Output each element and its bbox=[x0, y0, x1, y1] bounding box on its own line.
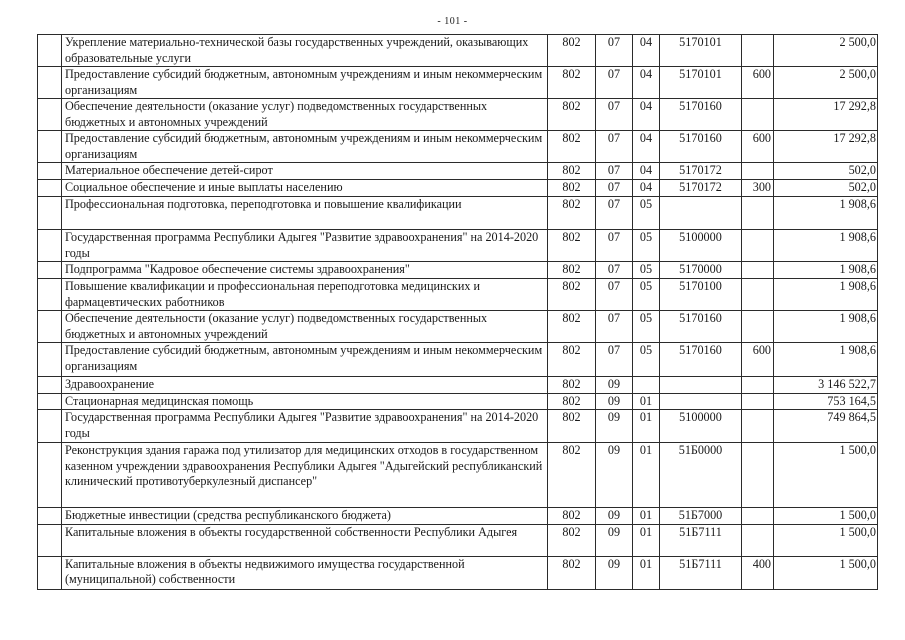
empty-lead-cell bbox=[38, 410, 62, 443]
pr-cell: 01 bbox=[633, 410, 660, 443]
empty-lead-cell bbox=[38, 230, 62, 262]
vr-cell: 300 bbox=[742, 180, 774, 197]
rz-cell: 07 bbox=[596, 67, 633, 99]
empty-lead-cell bbox=[38, 279, 62, 311]
amount-cell: 2 500,0 bbox=[774, 67, 878, 99]
amount-cell: 1 908,6 bbox=[774, 311, 878, 343]
rz-cell: 07 bbox=[596, 197, 633, 230]
csr-cell bbox=[660, 377, 742, 394]
item-name-cell: Государственная программа Республики Адыгея "Развитие здравоохранения" на 2014-2020 годы bbox=[62, 230, 548, 262]
table-row bbox=[38, 377, 878, 394]
rz-cell: 09 bbox=[596, 377, 633, 394]
pr-cell: 01 bbox=[633, 443, 660, 508]
empty-lead-cell bbox=[38, 180, 62, 197]
empty-lead-cell bbox=[38, 67, 62, 99]
table-row bbox=[38, 556, 878, 589]
rz-cell: 09 bbox=[596, 524, 633, 556]
amount-cell: 749 864,5 bbox=[774, 410, 878, 443]
budget-table bbox=[37, 34, 878, 590]
rz-cell: 07 bbox=[596, 180, 633, 197]
ved-cell: 802 bbox=[548, 524, 596, 556]
amount-cell: 1 500,0 bbox=[774, 524, 878, 556]
amount-cell: 1 500,0 bbox=[774, 443, 878, 508]
pr-cell: 01 bbox=[633, 556, 660, 589]
pr-cell: 05 bbox=[633, 197, 660, 230]
amount-cell: 2 500,0 bbox=[774, 35, 878, 67]
item-name-cell: Профессиональная подготовка, переподготовка и повышение квалификации bbox=[62, 197, 548, 230]
ved-cell: 802 bbox=[548, 180, 596, 197]
item-name-cell: Государственная программа Республики Адыгея "Развитие здравоохранения" на 2014-2020 годы bbox=[62, 410, 548, 443]
vr-cell bbox=[742, 311, 774, 343]
pr-cell: 05 bbox=[633, 230, 660, 262]
rz-cell: 07 bbox=[596, 262, 633, 279]
csr-cell: 5170172 bbox=[660, 163, 742, 180]
rz-cell: 07 bbox=[596, 35, 633, 67]
empty-lead-cell bbox=[38, 343, 62, 377]
ved-cell: 802 bbox=[548, 197, 596, 230]
vr-cell bbox=[742, 524, 774, 556]
rz-cell: 09 bbox=[596, 508, 633, 525]
pr-cell: 05 bbox=[633, 311, 660, 343]
ved-cell: 802 bbox=[548, 343, 596, 377]
vr-cell bbox=[742, 443, 774, 508]
amount-cell: 1 908,6 bbox=[774, 343, 878, 377]
table-row bbox=[38, 163, 878, 180]
table-row bbox=[38, 180, 878, 197]
csr-cell: 5100000 bbox=[660, 410, 742, 443]
item-name-cell: Повышение квалификации и профессиональная переподготовка медицинских и фармацевтических работников bbox=[62, 279, 548, 311]
empty-lead-cell bbox=[38, 262, 62, 279]
ved-cell: 802 bbox=[548, 443, 596, 508]
rz-cell: 07 bbox=[596, 230, 633, 262]
csr-cell: 51Б7000 bbox=[660, 508, 742, 525]
csr-cell: 5170000 bbox=[660, 262, 742, 279]
item-name-cell: Подпрограмма "Кадровое обеспечение системы здравоохранения" bbox=[62, 262, 548, 279]
ved-cell: 802 bbox=[548, 311, 596, 343]
amount-cell: 753 164,5 bbox=[774, 393, 878, 410]
rz-cell: 07 bbox=[596, 163, 633, 180]
vr-cell bbox=[742, 99, 774, 131]
rz-cell: 09 bbox=[596, 410, 633, 443]
ved-cell: 802 bbox=[548, 377, 596, 394]
vr-cell bbox=[742, 262, 774, 279]
empty-lead-cell bbox=[38, 556, 62, 589]
amount-cell: 502,0 bbox=[774, 163, 878, 180]
pr-cell: 04 bbox=[633, 180, 660, 197]
ved-cell: 802 bbox=[548, 67, 596, 99]
pr-cell: 04 bbox=[633, 99, 660, 131]
amount-cell: 17 292,8 bbox=[774, 99, 878, 131]
table-row bbox=[38, 279, 878, 311]
vr-cell bbox=[742, 197, 774, 230]
table-row bbox=[38, 67, 878, 99]
ved-cell: 802 bbox=[548, 262, 596, 279]
rz-cell: 07 bbox=[596, 343, 633, 377]
ved-cell: 802 bbox=[548, 393, 596, 410]
ved-cell: 802 bbox=[548, 230, 596, 262]
item-name-cell: Капитальные вложения в объекты государственной собственности Республики Адыгея bbox=[62, 524, 548, 556]
amount-cell: 3 146 522,7 bbox=[774, 377, 878, 394]
csr-cell: 5170160 bbox=[660, 99, 742, 131]
table-row bbox=[38, 262, 878, 279]
item-name-cell: Обеспечение деятельности (оказание услуг) подведомственных государственных бюджетных и автономных учреждений bbox=[62, 311, 548, 343]
item-name-cell: Социальное обеспечение и иные выплаты населению bbox=[62, 180, 548, 197]
item-name-cell: Здравоохранение bbox=[62, 377, 548, 394]
empty-lead-cell bbox=[38, 508, 62, 525]
csr-cell bbox=[660, 393, 742, 410]
amount-cell: 1 908,6 bbox=[774, 279, 878, 311]
empty-lead-cell bbox=[38, 377, 62, 394]
vr-cell bbox=[742, 230, 774, 262]
ved-cell: 802 bbox=[548, 163, 596, 180]
csr-cell: 5170160 bbox=[660, 131, 742, 163]
csr-cell: 5100000 bbox=[660, 230, 742, 262]
item-name-cell: Предоставление субсидий бюджетным, автономным учреждениям и иным некоммерческим организациям bbox=[62, 131, 548, 163]
pr-cell: 04 bbox=[633, 131, 660, 163]
csr-cell: 51Б7111 bbox=[660, 556, 742, 589]
rz-cell: 07 bbox=[596, 279, 633, 311]
table-row bbox=[38, 410, 878, 443]
table-row bbox=[38, 35, 878, 67]
ved-cell: 802 bbox=[548, 35, 596, 67]
pr-cell: 04 bbox=[633, 35, 660, 67]
csr-cell: 5170100 bbox=[660, 279, 742, 311]
table-row bbox=[38, 197, 878, 230]
ved-cell: 802 bbox=[548, 99, 596, 131]
pr-cell: 05 bbox=[633, 262, 660, 279]
table-row bbox=[38, 131, 878, 163]
rz-cell: 07 bbox=[596, 99, 633, 131]
empty-lead-cell bbox=[38, 443, 62, 508]
item-name-cell: Предоставление субсидий бюджетным, автономным учреждениям и иным некоммерческим организациям bbox=[62, 67, 548, 99]
rz-cell: 09 bbox=[596, 443, 633, 508]
empty-lead-cell bbox=[38, 197, 62, 230]
amount-cell: 1 908,6 bbox=[774, 197, 878, 230]
vr-cell bbox=[742, 163, 774, 180]
ved-cell: 802 bbox=[548, 279, 596, 311]
empty-lead-cell bbox=[38, 99, 62, 131]
amount-cell: 17 292,8 bbox=[774, 131, 878, 163]
table-row bbox=[38, 508, 878, 525]
csr-cell: 5170101 bbox=[660, 67, 742, 99]
vr-cell bbox=[742, 377, 774, 394]
item-name-cell: Укрепление материально-технической базы государственных учреждений, оказывающих образовательные услуги bbox=[62, 35, 548, 67]
empty-lead-cell bbox=[38, 524, 62, 556]
csr-cell: 51Б0000 bbox=[660, 443, 742, 508]
item-name-cell: Обеспечение деятельности (оказание услуг) подведомственных государственных бюджетных и автономных учреждений bbox=[62, 99, 548, 131]
amount-cell: 1 908,6 bbox=[774, 262, 878, 279]
vr-cell: 600 bbox=[742, 67, 774, 99]
csr-cell: 5170160 bbox=[660, 343, 742, 377]
csr-cell: 5170101 bbox=[660, 35, 742, 67]
csr-cell: 5170160 bbox=[660, 311, 742, 343]
table-row bbox=[38, 393, 878, 410]
empty-lead-cell bbox=[38, 131, 62, 163]
empty-lead-cell bbox=[38, 163, 62, 180]
vr-cell bbox=[742, 393, 774, 410]
rz-cell: 07 bbox=[596, 311, 633, 343]
vr-cell: 400 bbox=[742, 556, 774, 589]
amount-cell: 1 908,6 bbox=[774, 230, 878, 262]
pr-cell: 05 bbox=[633, 343, 660, 377]
ved-cell: 802 bbox=[548, 131, 596, 163]
empty-lead-cell bbox=[38, 311, 62, 343]
table-row bbox=[38, 343, 878, 377]
table-row bbox=[38, 524, 878, 556]
item-name-cell: Реконструкция здания гаража под утилизатор для медицинских отходов в государственном казенном учреждении здравоохранения Республики Адыгея "Адыгейский республиканский клинический противотуберкулезный диспансер" bbox=[62, 443, 548, 508]
pr-cell: 04 bbox=[633, 163, 660, 180]
vr-cell bbox=[742, 508, 774, 525]
pr-cell bbox=[633, 377, 660, 394]
vr-cell bbox=[742, 410, 774, 443]
amount-cell: 1 500,0 bbox=[774, 508, 878, 525]
vr-cell: 600 bbox=[742, 343, 774, 377]
page-number: - 101 - bbox=[437, 16, 468, 27]
rz-cell: 09 bbox=[596, 393, 633, 410]
csr-cell: 51Б7111 bbox=[660, 524, 742, 556]
item-name-cell: Предоставление субсидий бюджетным, автономным учреждениям и иным некоммерческим организациям bbox=[62, 343, 548, 377]
table-row bbox=[38, 99, 878, 131]
empty-lead-cell bbox=[38, 393, 62, 410]
empty-lead-cell bbox=[38, 35, 62, 67]
rz-cell: 09 bbox=[596, 556, 633, 589]
item-name-cell: Бюджетные инвестиции (средства республиканского бюджета) bbox=[62, 508, 548, 525]
vr-cell: 600 bbox=[742, 131, 774, 163]
table-row bbox=[38, 443, 878, 508]
item-name-cell: Стационарная медицинская помощь bbox=[62, 393, 548, 410]
table-row bbox=[38, 311, 878, 343]
amount-cell: 1 500,0 bbox=[774, 556, 878, 589]
item-name-cell: Капитальные вложения в объекты недвижимого имущества государственной (муниципальной) собственности bbox=[62, 556, 548, 589]
csr-cell bbox=[660, 197, 742, 230]
pr-cell: 04 bbox=[633, 67, 660, 99]
pr-cell: 05 bbox=[633, 279, 660, 311]
table-row bbox=[38, 230, 878, 262]
pr-cell: 01 bbox=[633, 393, 660, 410]
pr-cell: 01 bbox=[633, 524, 660, 556]
ved-cell: 802 bbox=[548, 410, 596, 443]
csr-cell: 5170172 bbox=[660, 180, 742, 197]
pr-cell: 01 bbox=[633, 508, 660, 525]
amount-cell: 502,0 bbox=[774, 180, 878, 197]
item-name-cell: Материальное обеспечение детей-сирот bbox=[62, 163, 548, 180]
rz-cell: 07 bbox=[596, 131, 633, 163]
ved-cell: 802 bbox=[548, 556, 596, 589]
vr-cell bbox=[742, 279, 774, 311]
vr-cell bbox=[742, 35, 774, 67]
ved-cell: 802 bbox=[548, 508, 596, 525]
